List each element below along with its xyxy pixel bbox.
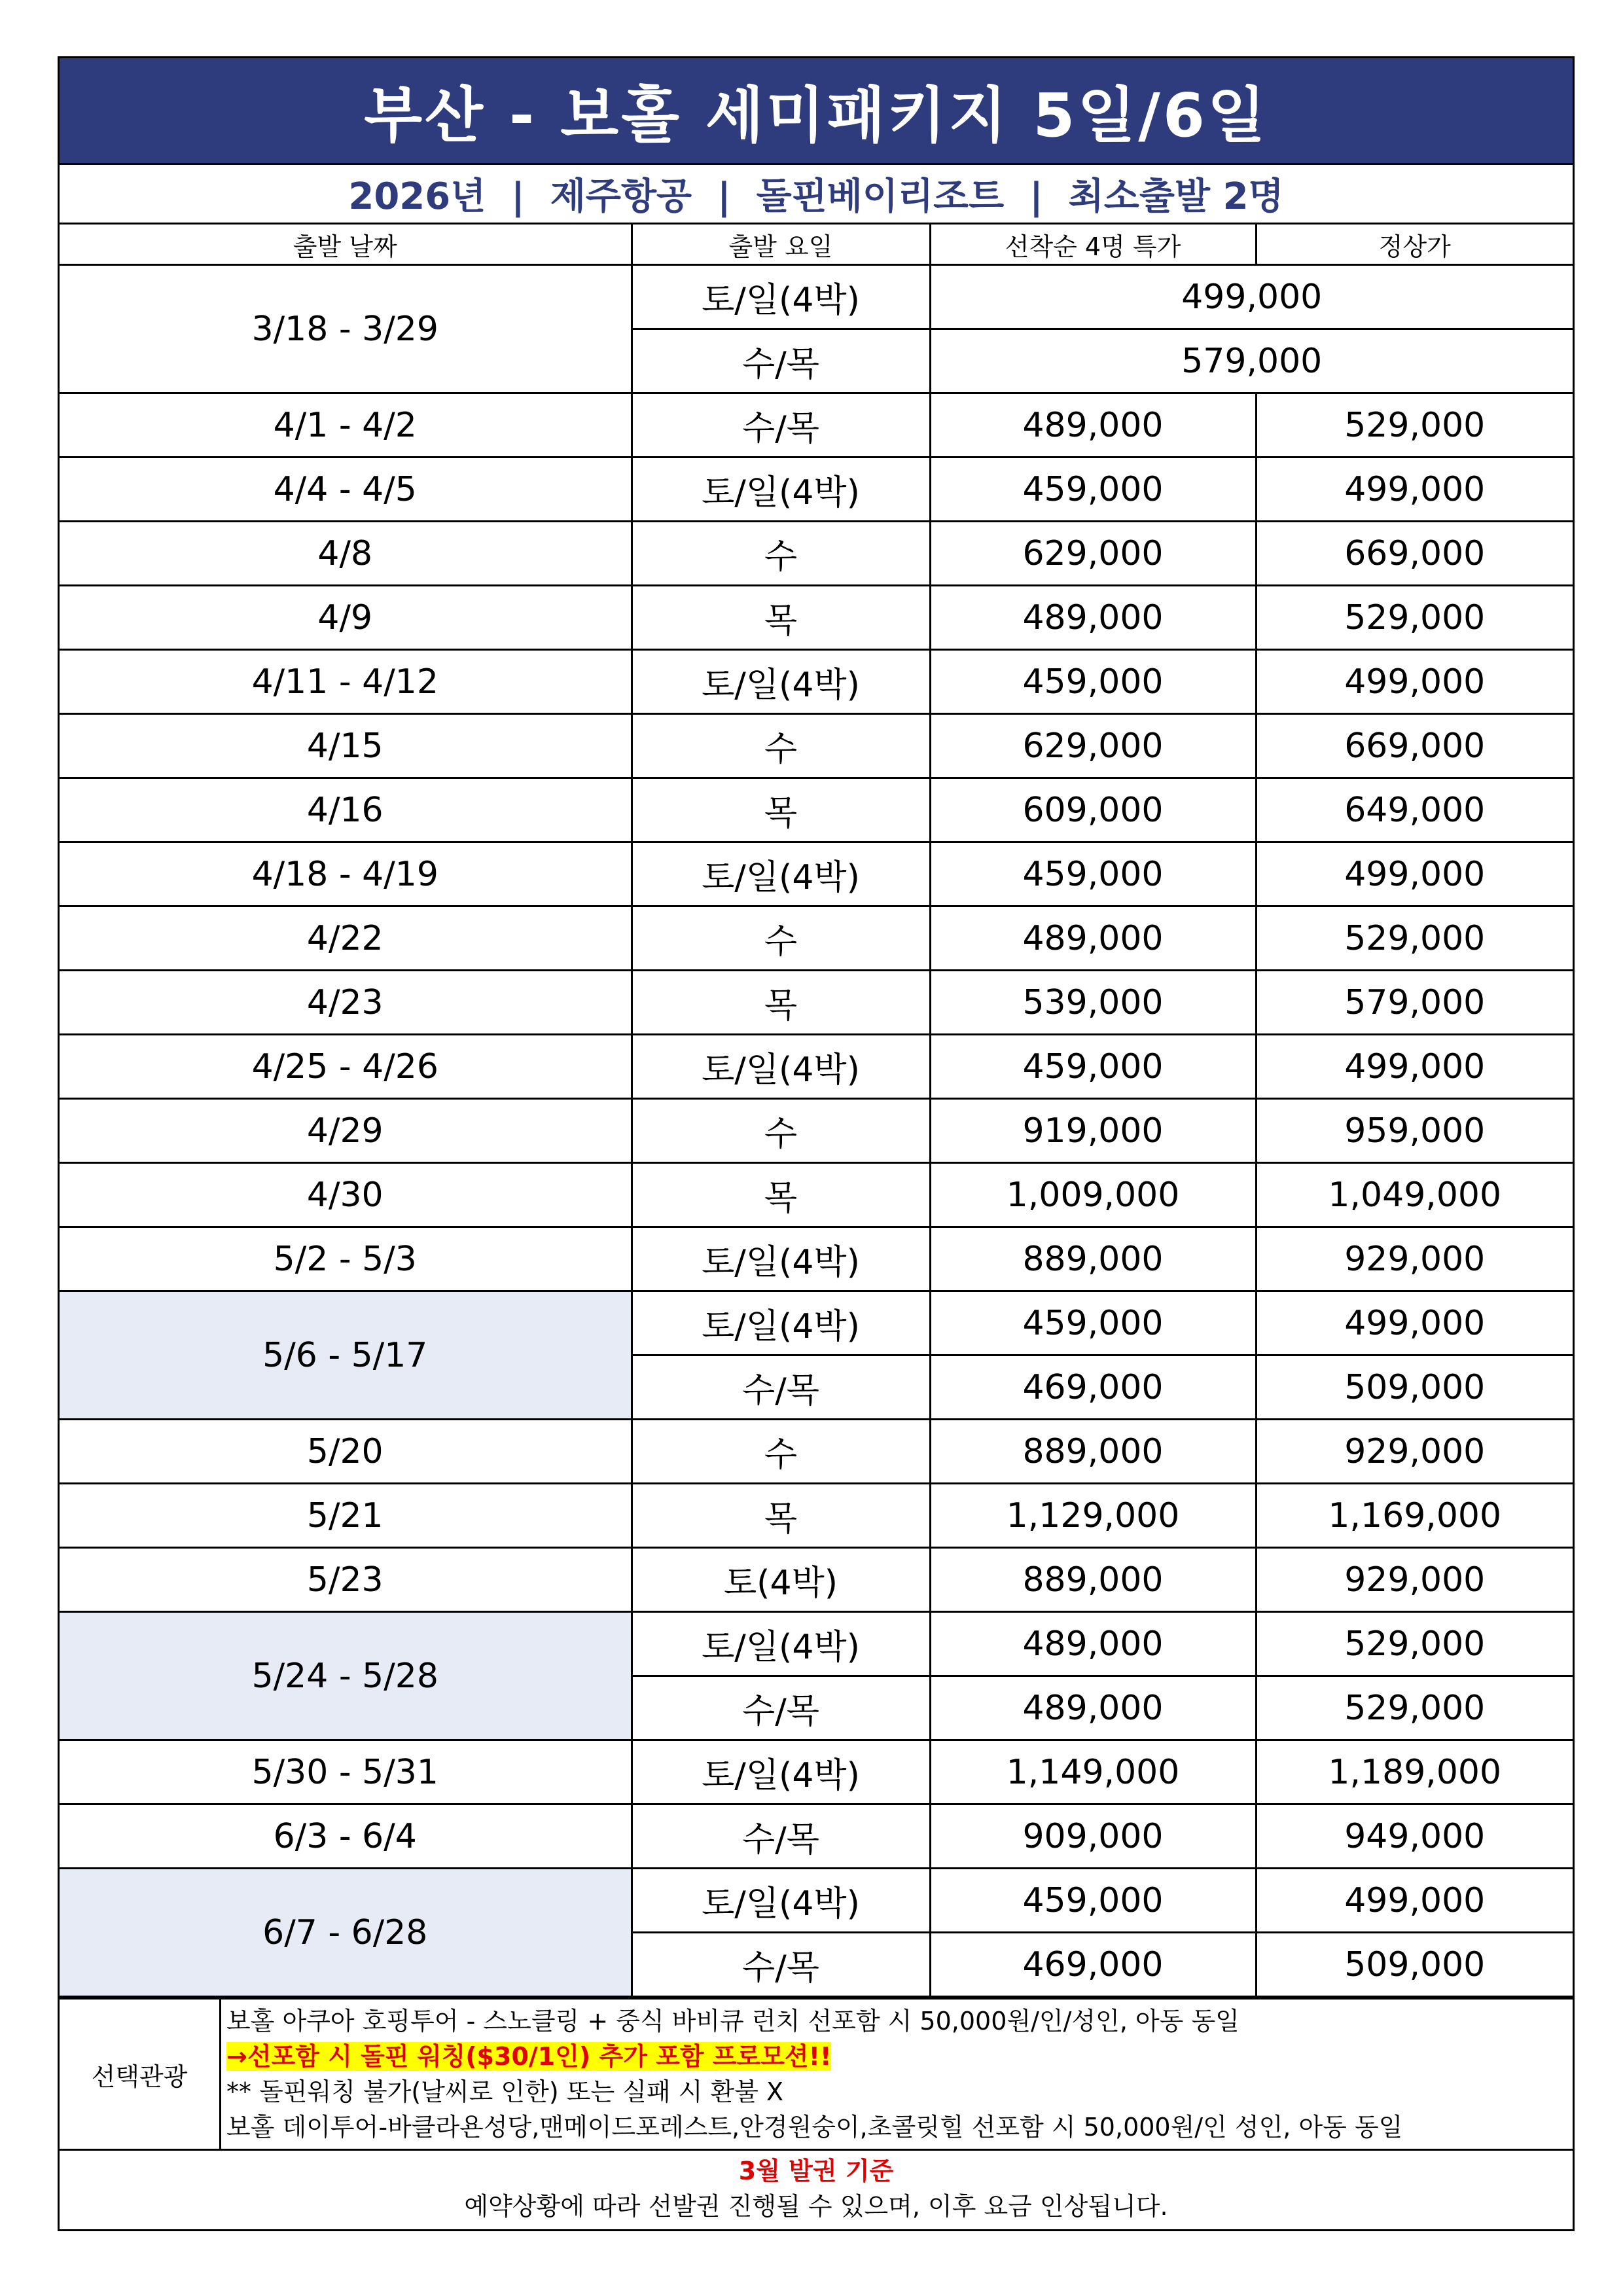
departure-day-cell: 수 <box>632 906 930 971</box>
table-row <box>60 1740 1573 1804</box>
optional-tour-line: 보홀 아쿠아 호핑투어 - 스노클링 + 중식 바비큐 런치 선포함 시 50,000원/인/성인, 아동 동일 <box>226 2007 1240 2036</box>
regular-price-cell: 529,000 <box>1256 393 1573 457</box>
table-row <box>60 1291 1573 1355</box>
table-row <box>60 1548 1573 1612</box>
departure-date-cell: 6/3 - 6/4 <box>60 1804 632 1869</box>
departure-day-cell: 수/목 <box>632 1355 930 1420</box>
special-price-cell: 919,000 <box>930 1099 1256 1163</box>
table-row <box>60 906 1573 971</box>
page-title: 부산 - 보홀 세미패키지 5일/6일 <box>60 58 1573 165</box>
departure-day-cell: 수/목 <box>632 1676 930 1740</box>
departure-day-cell: 수 <box>632 714 930 778</box>
table-row <box>60 393 1573 457</box>
departure-date-cell: 4/1 - 4/2 <box>60 393 632 457</box>
combined-price-cell: 579,000 <box>930 329 1573 393</box>
departure-date-cell: 6/7 - 6/28 <box>60 1869 632 1997</box>
departure-date-cell: 5/2 - 5/3 <box>60 1227 632 1291</box>
special-price-cell: 489,000 <box>930 393 1256 457</box>
departure-day-cell: 토/일(4박) <box>632 1035 930 1099</box>
regular-price-cell: 529,000 <box>1256 1612 1573 1676</box>
departure-date-cell: 4/11 - 4/12 <box>60 650 632 714</box>
departure-day-cell: 목 <box>632 971 930 1035</box>
table-row <box>60 1869 1573 1933</box>
departure-day-cell: 토(4박) <box>632 1548 930 1612</box>
departure-date-cell: 3/18 - 3/29 <box>60 265 632 393</box>
special-price-cell: 1,149,000 <box>930 1740 1256 1804</box>
departure-day-cell: 수/목 <box>632 329 930 393</box>
departure-day-cell: 토/일(4박) <box>632 1227 930 1291</box>
footer <box>60 2149 1573 2229</box>
special-price-cell: 889,000 <box>930 1420 1256 1484</box>
departure-day-cell: 토/일(4박) <box>632 1612 930 1676</box>
regular-price-cell: 509,000 <box>1256 1355 1573 1420</box>
special-price-cell: 459,000 <box>930 842 1256 906</box>
departure-date-cell: 5/30 - 5/31 <box>60 1740 632 1804</box>
special-price-cell: 489,000 <box>930 1612 1256 1676</box>
header-special-price: 선착순 4명 특가 <box>930 224 1256 265</box>
table-row <box>60 1612 1573 1676</box>
regular-price-cell: 529,000 <box>1256 906 1573 971</box>
regular-price-cell: 1,049,000 <box>1256 1163 1573 1227</box>
regular-price-cell: 1,189,000 <box>1256 1740 1573 1804</box>
departure-day-cell: 수 <box>632 522 930 586</box>
departure-date-cell: 4/22 <box>60 906 632 971</box>
regular-price-cell: 929,000 <box>1256 1548 1573 1612</box>
price-increase-note: 예약상황에 따라 선발권 진행될 수 있으며, 이후 요금 인상됩니다. <box>464 2192 1168 2221</box>
special-price-cell: 459,000 <box>930 650 1256 714</box>
departure-date-cell: 5/24 - 5/28 <box>60 1612 632 1740</box>
departure-day-cell: 토/일(4박) <box>632 1740 930 1804</box>
table-row <box>60 778 1573 842</box>
departure-date-cell: 4/29 <box>60 1099 632 1163</box>
optional-tour-line <box>226 2039 1567 2074</box>
special-price-cell: 1,009,000 <box>930 1163 1256 1227</box>
departure-date-cell: 5/23 <box>60 1548 632 1612</box>
departure-date-cell: 4/30 <box>60 1163 632 1227</box>
special-price-cell: 629,000 <box>930 714 1256 778</box>
special-price-cell: 489,000 <box>930 586 1256 650</box>
special-price-cell: 889,000 <box>930 1548 1256 1612</box>
regular-price-cell: 669,000 <box>1256 522 1573 586</box>
optional-tour-line: 보홀 데이투어-바클라욘성당,맨메이드포레스트,안경원숭이,초콜릿힐 선포함 시 50,000원/인 성인, 아동 동일 <box>226 2113 1403 2142</box>
price-sheet <box>58 56 1575 2231</box>
table-row <box>60 842 1573 906</box>
departure-day-cell: 목 <box>632 1484 930 1548</box>
regular-price-cell: 529,000 <box>1256 1676 1573 1740</box>
special-price-cell: 459,000 <box>930 1869 1256 1933</box>
optional-tours <box>60 1998 1573 2149</box>
special-price-cell: 539,000 <box>930 971 1256 1035</box>
table-row <box>60 1163 1573 1227</box>
special-price-cell: 459,000 <box>930 457 1256 522</box>
departure-day-cell: 목 <box>632 1163 930 1227</box>
table-header-row <box>60 224 1573 265</box>
departure-date-cell: 4/25 - 4/26 <box>60 1035 632 1099</box>
price-table <box>60 224 1573 1998</box>
departure-day-cell: 토/일(4박) <box>632 1291 930 1355</box>
table-row <box>60 586 1573 650</box>
special-price-cell: 459,000 <box>930 1291 1256 1355</box>
regular-price-cell: 499,000 <box>1256 1035 1573 1099</box>
departure-date-cell: 5/20 <box>60 1420 632 1484</box>
special-price-cell: 889,000 <box>930 1227 1256 1291</box>
regular-price-cell: 649,000 <box>1256 778 1573 842</box>
regular-price-cell: 579,000 <box>1256 971 1573 1035</box>
regular-price-cell: 499,000 <box>1256 1869 1573 1933</box>
departure-date-cell: 4/18 - 4/19 <box>60 842 632 906</box>
regular-price-cell: 929,000 <box>1256 1420 1573 1484</box>
departure-day-cell: 수/목 <box>632 393 930 457</box>
departure-day-cell: 토/일(4박) <box>632 1869 930 1933</box>
departure-day-cell: 토/일(4박) <box>632 457 930 522</box>
departure-date-cell: 4/23 <box>60 971 632 1035</box>
departure-date-cell: 5/6 - 5/17 <box>60 1291 632 1420</box>
table-row <box>60 1420 1573 1484</box>
special-price-cell: 459,000 <box>930 1035 1256 1099</box>
special-price-cell: 909,000 <box>930 1804 1256 1869</box>
regular-price-cell: 499,000 <box>1256 1291 1573 1355</box>
special-price-cell: 629,000 <box>930 522 1256 586</box>
departure-date-cell: 4/4 - 4/5 <box>60 457 632 522</box>
page-subtitle: 2026년 | 제주항공 | 돌핀베이리조트 | 최소출발 2명 <box>60 165 1573 224</box>
table-row <box>60 1804 1573 1869</box>
regular-price-cell: 929,000 <box>1256 1227 1573 1291</box>
regular-price-cell: 499,000 <box>1256 842 1573 906</box>
table-row <box>60 714 1573 778</box>
departure-date-cell: 4/16 <box>60 778 632 842</box>
ticketing-notice: 3월 발권 기준 <box>738 2157 894 2185</box>
departure-date-cell: 4/8 <box>60 522 632 586</box>
regular-price-cell: 949,000 <box>1256 1804 1573 1869</box>
table-row <box>60 522 1573 586</box>
departure-day-cell: 토/일(4박) <box>632 650 930 714</box>
regular-price-cell: 669,000 <box>1256 714 1573 778</box>
table-row <box>60 1227 1573 1291</box>
optional-tours-lines <box>221 2000 1573 2149</box>
departure-day-cell: 수 <box>632 1099 930 1163</box>
departure-day-cell: 목 <box>632 586 930 650</box>
departure-date-cell: 4/9 <box>60 586 632 650</box>
table-row <box>60 265 1573 329</box>
departure-day-cell: 수/목 <box>632 1933 930 1997</box>
departure-day-cell: 수 <box>632 1420 930 1484</box>
price-table-body <box>60 265 1573 1997</box>
promotion-highlight: →선포함 시 돌핀 워칭($30/1인) 추가 포함 프로모션!! <box>226 2042 832 2071</box>
departure-date-cell: 4/15 <box>60 714 632 778</box>
departure-day-cell: 목 <box>632 778 930 842</box>
special-price-cell: 609,000 <box>930 778 1256 842</box>
table-row <box>60 1035 1573 1099</box>
combined-price-cell: 499,000 <box>930 265 1573 329</box>
table-row <box>60 971 1573 1035</box>
table-row <box>60 457 1573 522</box>
departure-day-cell: 수/목 <box>632 1804 930 1869</box>
regular-price-cell: 959,000 <box>1256 1099 1573 1163</box>
special-price-cell: 469,000 <box>930 1355 1256 1420</box>
departure-day-cell: 토/일(4박) <box>632 842 930 906</box>
optional-tour-line: ** 돌핀워칭 불가(날씨로 인한) 또는 실패 시 환불 X <box>226 2077 784 2106</box>
header-departure-day: 출발 요일 <box>632 224 930 265</box>
table-row <box>60 1484 1573 1548</box>
regular-price-cell: 499,000 <box>1256 457 1573 522</box>
departure-date-cell: 5/21 <box>60 1484 632 1548</box>
special-price-cell: 489,000 <box>930 906 1256 971</box>
regular-price-cell: 1,169,000 <box>1256 1484 1573 1548</box>
regular-price-cell: 509,000 <box>1256 1933 1573 1997</box>
regular-price-cell: 499,000 <box>1256 650 1573 714</box>
departure-day-cell: 토/일(4박) <box>632 265 930 329</box>
table-row <box>60 650 1573 714</box>
special-price-cell: 489,000 <box>930 1676 1256 1740</box>
header-regular-price: 정상가 <box>1256 224 1573 265</box>
special-price-cell: 1,129,000 <box>930 1484 1256 1548</box>
optional-tours-label: 선택관광 <box>60 2000 221 2149</box>
table-row <box>60 1099 1573 1163</box>
header-departure-date: 출발 날짜 <box>60 224 632 265</box>
regular-price-cell: 529,000 <box>1256 586 1573 650</box>
special-price-cell: 469,000 <box>930 1933 1256 1997</box>
